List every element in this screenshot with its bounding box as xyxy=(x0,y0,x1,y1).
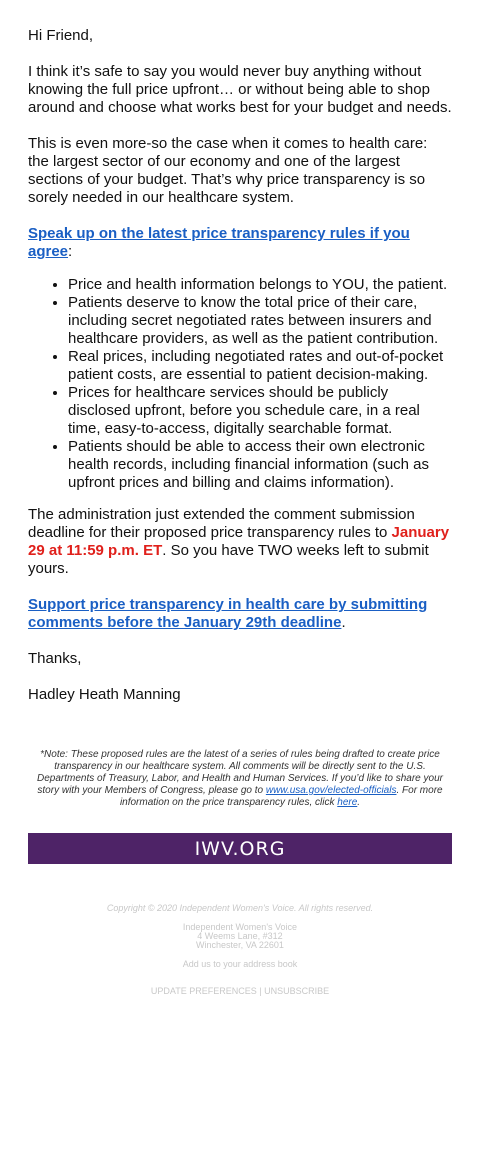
list-item: • Price and health information belongs to YOU, the patient. xyxy=(68,276,452,294)
speak-up-line xyxy=(28,225,452,261)
key-points-list xyxy=(28,276,452,492)
elected-officials-link[interactable]: www.usa.gov/elected-officials xyxy=(265,785,397,796)
price-rules-link[interactable]: here xyxy=(337,797,358,808)
banner-text: IWV.ORG xyxy=(194,837,286,860)
copyright: Copyright © 2020 Independent Women's Voice. All rights reserved. xyxy=(106,903,374,913)
speak-up-colon: : xyxy=(68,243,73,260)
footnote xyxy=(35,749,445,809)
iwv-banner-link[interactable] xyxy=(28,833,452,864)
deadline-text-after: . So you have TWO weeks left to submit yours. xyxy=(28,542,429,577)
thanks: Thanks, xyxy=(28,650,82,667)
list-item: • Patients deserve to know the total price of their care, including secret negotiated rates between insurers and healthcare providers, as well as the patient contribution. xyxy=(68,294,452,348)
list-item: • Patients should be able to access their own electronic health records, including financial information (such as upfront prices and billing and claims information). xyxy=(68,438,452,492)
deadline-paragraph xyxy=(28,506,452,578)
email-body xyxy=(28,27,452,996)
footnote-text-middle: . For more information on the price transparency rules, click xyxy=(119,785,443,808)
address-line: 4 Weems Lane, #312 xyxy=(197,931,283,941)
deadline-highlight: January 29 at 11:59 p.m. ET xyxy=(28,524,450,559)
signature: Hadley Heath Manning xyxy=(28,686,181,703)
speak-up-link[interactable]: Speak up on the latest price transparency rules if you agree xyxy=(28,225,410,260)
healthcare-paragraph: This is even more-so the case when it comes to health care: the largest sector of our economy and one of the largest sections of your budget. That’s why price transparency is so sorely needed in our healthcare system. xyxy=(28,135,428,206)
support-link[interactable]: Support price transparency in health care by submitting comments before the January 29th deadline xyxy=(28,596,428,631)
footer-separator: | xyxy=(256,986,265,996)
iwv-banner[interactable] xyxy=(28,833,452,864)
list-item: • Real prices, including negotiated rates and out-of-pocket patient costs, are essential to patient decision-making. xyxy=(68,348,452,384)
address-line: Winchester, VA 22601 xyxy=(196,940,284,950)
update-preferences-link[interactable]: UPDATE PREFERENCES xyxy=(150,986,257,996)
add-to-address-book-link[interactable]: Add us to your address book xyxy=(182,959,298,969)
address-line: Independent Women's Voice xyxy=(182,922,298,932)
support-line xyxy=(28,596,452,632)
list-item: • Prices for healthcare services should be publicly disclosed upfront, before you schedule care, in a real time, easy-to-access, digitally searchable format. xyxy=(68,384,452,438)
deadline-text-before: The administration just extended the comment submission deadline for their proposed price transparency rules to xyxy=(28,506,415,541)
support-period: . xyxy=(341,614,346,631)
greeting: Hi Friend, xyxy=(28,27,94,44)
mailing-address xyxy=(28,923,452,950)
footer xyxy=(28,904,452,996)
intro-paragraph: I think it’s safe to say you would never buy anything without knowing the full price upfront… or without being able to shop around and choose what works best for your budget and needs. xyxy=(28,63,452,116)
footnote-text-before: *Note: These proposed rules are the latest of a series of rules being drafted to create price transparency in our healthcare system. All comments will be directly sent to the U.S. Departments of Treasury, Labor, and Health and Human Services. If you’d like to share your story with your Members of Congress, please go to xyxy=(37,749,443,796)
footnote-text-after: . xyxy=(357,797,361,808)
unsubscribe-link[interactable]: UNSUBSCRIBE xyxy=(264,986,330,996)
preferences-row xyxy=(28,987,452,996)
